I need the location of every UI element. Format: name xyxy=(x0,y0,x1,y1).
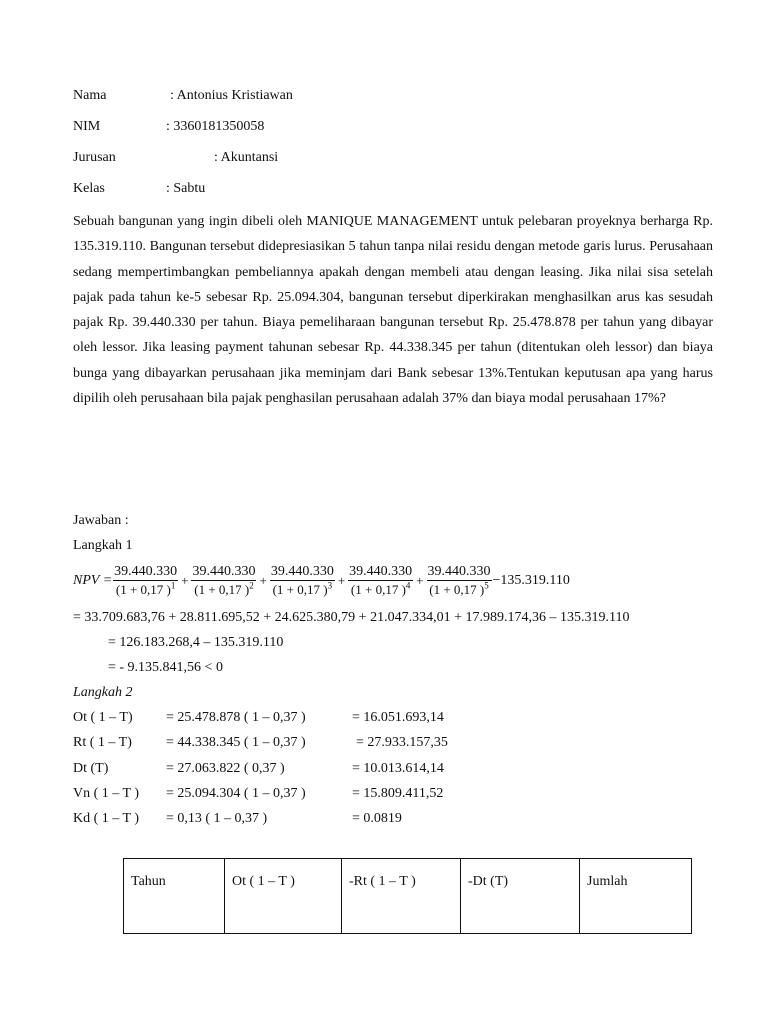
row-ot-result: = 16.051.693,14 xyxy=(352,710,444,725)
npv-term-5: $\frac{39.440.330}{(1 + 0,17 )^5}$ xyxy=(427,564,491,597)
row-ot-label: Ot ( 1 – T) xyxy=(73,710,133,725)
nama-label: Nama xyxy=(73,88,107,103)
nim-label: NIM xyxy=(73,119,101,134)
row-rt-result: = 27.933.157,35 xyxy=(356,735,448,750)
row-kd-calc: = 0,13 ( 1 – 0,37 ) xyxy=(166,811,268,826)
npv-line-3: = 126.183.268,4 – 135.319.110 xyxy=(108,635,284,650)
npv-term-1: $\frac{39.440.330}{(1 + 0,17 )^1}$ xyxy=(114,564,178,597)
row-vn-result: = 15.809.411,52 xyxy=(352,786,444,801)
npv-line-4: = - 9.135.841,56 < 0 xyxy=(108,660,223,675)
langkah1-heading: Langkah 1 xyxy=(73,538,133,553)
row-vn-calc: = 25.094.304 ( 1 – 0,37 ) xyxy=(166,786,306,801)
header-tahun: Tahun xyxy=(124,859,225,934)
npv-label: NPV = xyxy=(73,573,113,588)
header-ot: Ot ( 1 – T ) xyxy=(225,859,342,934)
jurusan-label: Jurusan xyxy=(73,150,116,165)
table-header-row xyxy=(124,859,692,934)
npv-term-4: $\frac{39.440.330}{(1 + 0,17 )^4}$ xyxy=(349,564,413,597)
jurusan-value: : Akuntansi xyxy=(214,150,279,165)
cashflow-table xyxy=(123,858,692,934)
row-dt-label: Dt (T) xyxy=(73,761,109,776)
header-jumlah: Jumlah xyxy=(580,859,692,934)
header-dt: -Dt (T) xyxy=(461,859,580,934)
kelas-value: : Sabtu xyxy=(166,181,206,196)
npv-formula: NPV = $\frac{39.440.330}{(1 + 0,17 )^1}$ + $\frac{39.440.330}{(1 + 0,17 )^2}$ + $\frac{39.440.330}{(1 + 0,17 )^3}$ + $\frac{39.440.330}{(1 + 0,17 )^4}$ + $\frac{39.440.330}{(1 + 0,17 )^5}$ −135.319.110 xyxy=(73,564,570,597)
langkah2-heading: Langkah 2 xyxy=(73,685,133,700)
row-dt-calc: = 27.063.822 ( 0,37 ) xyxy=(166,761,285,776)
row-kd-label: Kd ( 1 – T ) xyxy=(73,811,139,826)
row-kd-result: = 0.0819 xyxy=(352,811,402,826)
jawaban-heading: Jawaban : xyxy=(73,513,129,528)
npv-term-2: $\frac{39.440.330}{(1 + 0,17 )^2}$ xyxy=(192,564,256,597)
nama-value: : Antonius Kristiawan xyxy=(170,88,293,103)
row-rt-calc: = 44.338.345 ( 1 – 0,37 ) xyxy=(166,735,306,750)
nim-value: : 3360181350058 xyxy=(166,119,265,134)
row-ot-calc: = 25.478.878 ( 1 – 0,37 ) xyxy=(166,710,306,725)
npv-term-3: $\frac{39.440.330}{(1 + 0,17 )^3}$ xyxy=(270,564,334,597)
npv-investment: −135.319.110 xyxy=(492,573,570,588)
problem-paragraph: Sebuah bangunan yang ingin dibeli oleh MANIQUE MANAGEMENT untuk pelebaran proyeknya berharga Rp. 135.319.110. Bangunan tersebut didepresiasikan 5 tahun tanpa nilai residu dengan metode garis lurus. Perusahaan sedang mempertimbangkan pembeliannya apakah dengan membeli atau dengan leasing. Jika nilai sisa setelah pajak pada tahun ke-5 sebesar Rp. 25.094.304, bangunan tersebut diperkirakan menghasilkan arus kas sesudah pajak Rp. 39.440.330 per tahun. Biaya pemeliharaan bangunan tersebut Rp. 25.478.878 per tahun yang dibayar oleh lessor. Jika leasing payment tahunan sebesar Rp. 44.338.345 per tahun (ditentukan oleh lessor) dan biaya bunga yang dibayarkan perusahaan jika meminjam dari Bank sebesar 13%.Tentukan keputusan apa yang harus dipilih oleh perusahaan bila pajak penghasilan perusahaan adalah 37% dan biaya modal perusahaan 17%? xyxy=(73,214,713,407)
row-vn-label: Vn ( 1 – T ) xyxy=(73,786,139,801)
kelas-label: Kelas xyxy=(73,181,105,196)
npv-line-2: = 33.709.683,76 + 28.811.695,52 + 24.625.380,79 + 21.047.334,01 + 17.989.174,36 – 135.319.110 xyxy=(73,610,630,625)
row-dt-result: = 10.013.614,14 xyxy=(352,761,444,776)
header-rt: -Rt ( 1 – T ) xyxy=(342,859,461,934)
row-rt-label: Rt ( 1 – T) xyxy=(73,735,132,750)
